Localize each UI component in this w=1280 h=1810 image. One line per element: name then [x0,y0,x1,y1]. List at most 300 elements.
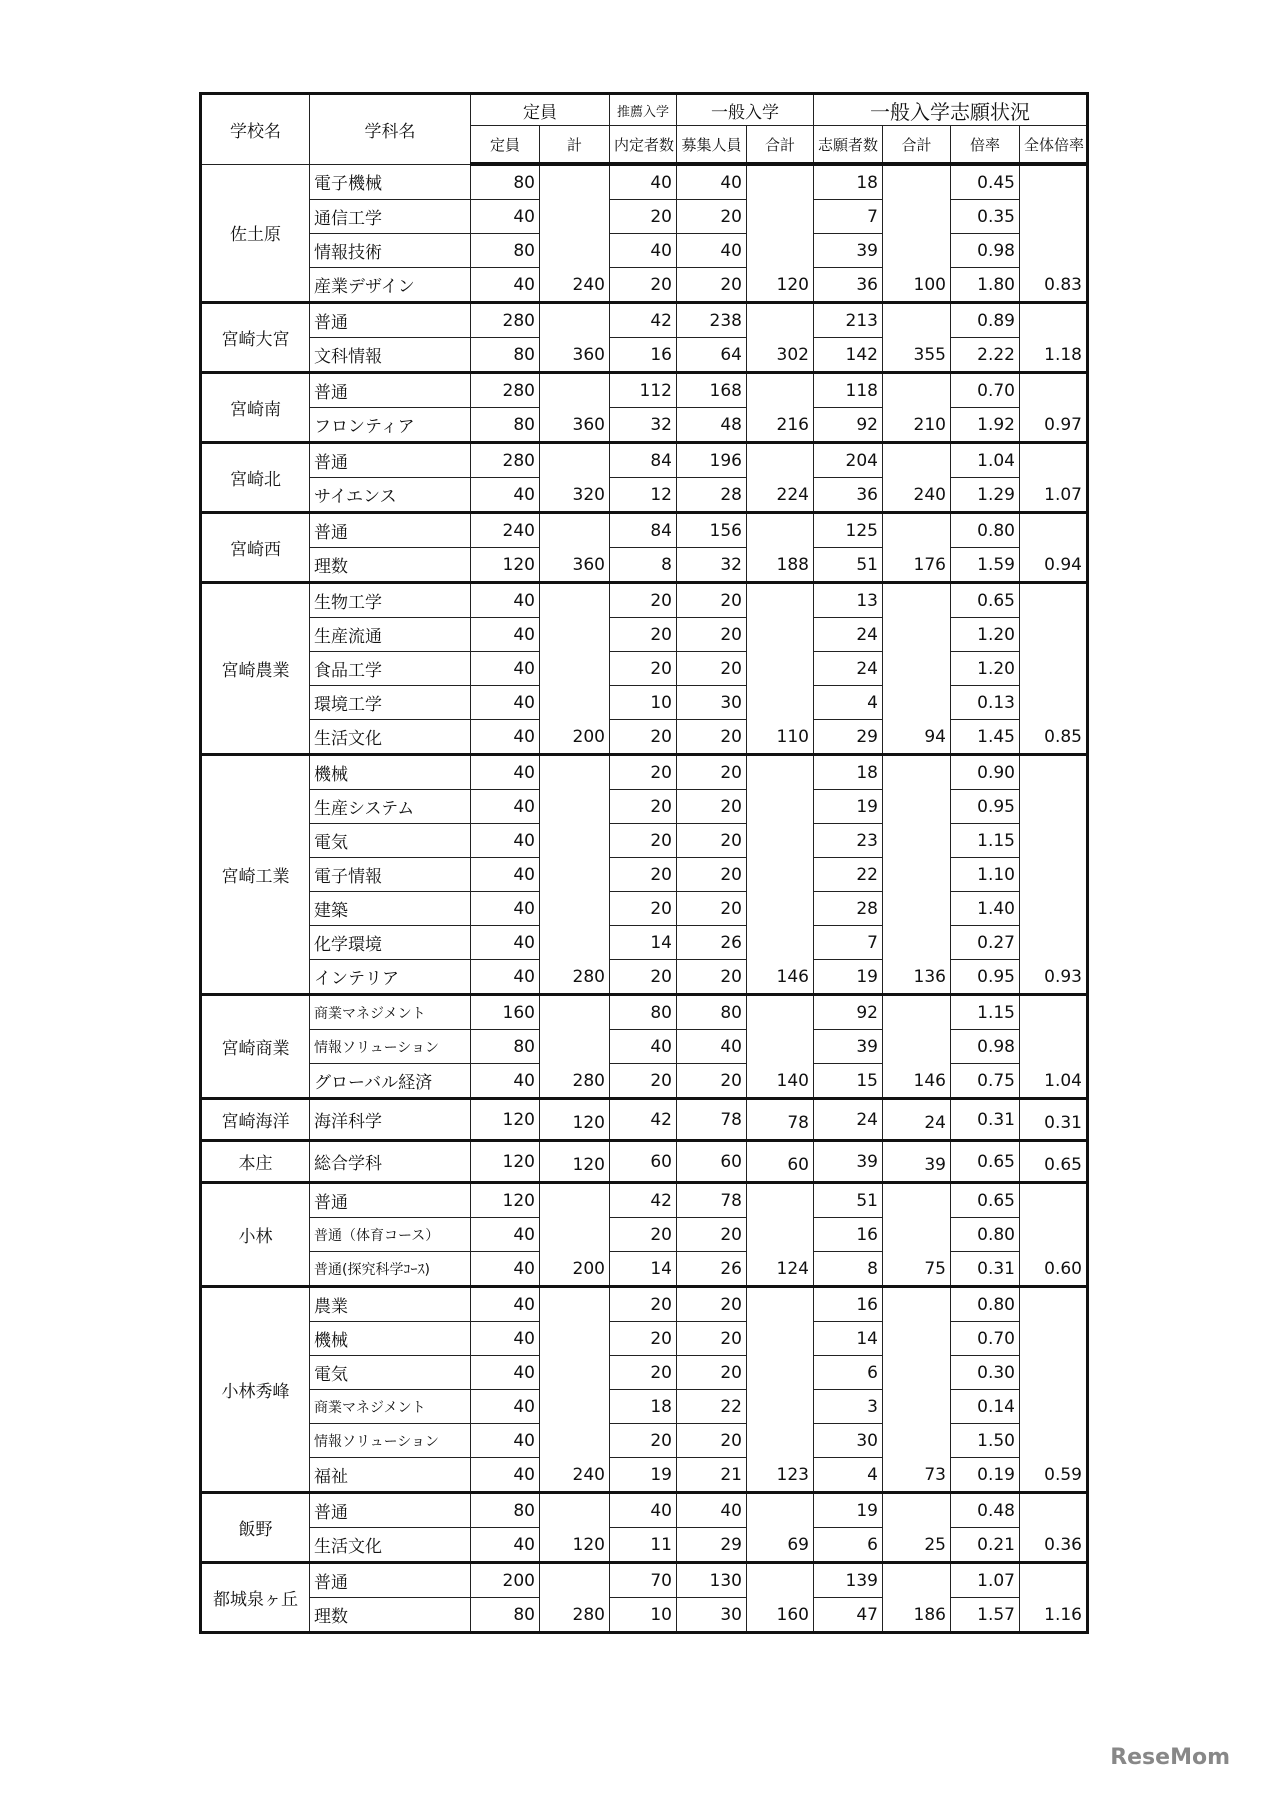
table-row [201,1064,1088,1099]
table-row [201,1598,1088,1633]
applicants-total: 176 [883,513,951,583]
applicants: 92 [814,408,883,443]
general-quota: 20 [677,1424,747,1458]
table-row [201,1183,1088,1218]
ratio: 1.57 [951,1598,1020,1633]
applicants: 6 [814,1356,883,1390]
applicants: 29 [814,720,883,755]
capacity-total: 200 [540,1183,610,1287]
applicants-total: 210 [883,373,951,443]
table-row [201,1493,1088,1528]
general-quota: 29 [677,1528,747,1563]
header-capacity: 定員 [471,94,610,126]
overall-ratio: 0.93 [1020,755,1088,995]
general-total: 160 [747,1563,814,1633]
applicants-total: 146 [883,995,951,1099]
general-quota: 78 [677,1183,747,1218]
table-row [201,200,1088,234]
dept-name: フロンティア [310,408,471,443]
general-quota: 156 [677,513,747,548]
capacity: 40 [471,618,540,652]
general-quota: 20 [677,720,747,755]
capacity: 80 [471,338,540,373]
general-total: 216 [747,373,814,443]
general-quota: 26 [677,926,747,960]
ratio: 0.48 [951,1493,1020,1528]
capacity-total: 120 [540,1141,610,1183]
overall-ratio: 0.65 [1020,1141,1088,1183]
table-row [201,513,1088,548]
ratio: 0.95 [951,790,1020,824]
applicants: 118 [814,373,883,408]
school-name: 宮崎西 [201,513,310,583]
general-quota: 40 [677,1030,747,1064]
recommend-count: 40 [610,234,677,268]
school-name: 小林 [201,1183,310,1287]
capacity: 40 [471,1390,540,1424]
overall-ratio: 1.16 [1020,1563,1088,1633]
dept-name: インテリア [310,960,471,995]
capacity: 120 [471,1141,540,1183]
dept-name: 海洋科学 [310,1099,471,1141]
general-quota: 20 [677,618,747,652]
dept-name: 普通 [310,443,471,478]
table-row [201,755,1088,790]
applicants: 142 [814,338,883,373]
recommend-count: 70 [610,1563,677,1598]
overall-ratio: 0.36 [1020,1493,1088,1563]
ratio: 0.30 [951,1356,1020,1390]
ratio: 0.31 [951,1099,1020,1141]
table-row [201,303,1088,338]
general-quota: 20 [677,1356,747,1390]
general-total: 78 [747,1099,814,1141]
applicants: 8 [814,1252,883,1287]
general-quota: 20 [677,858,747,892]
capacity: 40 [471,1322,540,1356]
ratio: 0.89 [951,303,1020,338]
ratio: 0.65 [951,583,1020,618]
capacity-total: 280 [540,755,610,995]
table-row [201,478,1088,513]
applicants-total: 39 [883,1141,951,1183]
general-quota: 238 [677,303,747,338]
table-row [201,583,1088,618]
school-name: 宮崎農業 [201,583,310,755]
table-row [201,1218,1088,1252]
table-row [201,1528,1088,1563]
general-quota: 20 [677,1218,747,1252]
applicants: 22 [814,858,883,892]
dept-name: 普通 [310,513,471,548]
recommend-count: 20 [610,892,677,926]
general-quota: 60 [677,1141,747,1183]
table-row [201,892,1088,926]
applicants: 24 [814,652,883,686]
capacity: 80 [471,1598,540,1633]
applicants: 19 [814,960,883,995]
capacity: 40 [471,926,540,960]
general-quota: 28 [677,478,747,513]
dept-name: 普通 [310,1183,471,1218]
capacity: 80 [471,164,540,200]
recommend-count: 84 [610,443,677,478]
capacity: 80 [471,408,540,443]
general-total: 224 [747,443,814,513]
ratio: 0.80 [951,1287,1020,1322]
applicants-total: 94 [883,583,951,755]
applicants: 36 [814,478,883,513]
ratio: 0.14 [951,1390,1020,1424]
capacity-total: 360 [540,513,610,583]
table-row [201,1252,1088,1287]
capacity-total: 200 [540,583,610,755]
ratio: 1.50 [951,1424,1020,1458]
ratio: 0.35 [951,200,1020,234]
ratio: 0.13 [951,686,1020,720]
applicants: 30 [814,1424,883,1458]
table-row [201,408,1088,443]
ratio: 1.80 [951,268,1020,303]
applicants: 18 [814,164,883,200]
recommend-count: 16 [610,338,677,373]
capacity: 280 [471,303,540,338]
overall-ratio: 1.04 [1020,995,1088,1099]
recommend-count: 19 [610,1458,677,1493]
ratio: 0.70 [951,1322,1020,1356]
header-applicants: 志願者数 [814,126,883,165]
ratio: 1.15 [951,824,1020,858]
general-quota: 78 [677,1099,747,1141]
ratio: 1.15 [951,995,1020,1030]
capacity: 200 [471,1563,540,1598]
dept-name: 電気 [310,824,471,858]
general-total: 188 [747,513,814,583]
overall-ratio: 1.07 [1020,443,1088,513]
ratio: 2.22 [951,338,1020,373]
recommend-count: 20 [610,618,677,652]
header-school: 学校名 [201,94,310,165]
ratio: 0.80 [951,513,1020,548]
header-general-total: 合計 [747,126,814,165]
recommend-count: 20 [610,1356,677,1390]
general-quota: 130 [677,1563,747,1598]
applicants: 204 [814,443,883,478]
applicants: 16 [814,1287,883,1322]
dept-name: 理数 [310,548,471,583]
applicants: 4 [814,686,883,720]
dept-name: 理数 [310,1598,471,1633]
applicants: 24 [814,618,883,652]
capacity-total: 320 [540,443,610,513]
table-row [201,1287,1088,1322]
school-name: 宮崎南 [201,373,310,443]
general-quota: 32 [677,548,747,583]
header-general: 一般入学 [677,94,814,126]
recommend-count: 20 [610,720,677,755]
recommend-count: 40 [610,164,677,200]
recommend-count: 20 [610,1064,677,1099]
capacity: 40 [471,824,540,858]
overall-ratio: 0.97 [1020,373,1088,443]
ratio: 1.10 [951,858,1020,892]
ratio: 0.98 [951,234,1020,268]
capacity: 80 [471,1030,540,1064]
general-quota: 20 [677,1064,747,1099]
recommend-count: 20 [610,790,677,824]
capacity: 40 [471,1356,540,1390]
general-quota: 20 [677,755,747,790]
applicants: 16 [814,1218,883,1252]
ratio: 0.27 [951,926,1020,960]
general-quota: 20 [677,268,747,303]
dept-name: 農業 [310,1287,471,1322]
dept-name: 電子機械 [310,164,471,200]
capacity-total: 240 [540,164,610,303]
general-quota: 20 [677,960,747,995]
general-total: 140 [747,995,814,1099]
ratio: 1.20 [951,652,1020,686]
header-applications: 一般入学志願状況 [814,94,1088,126]
general-quota: 20 [677,200,747,234]
school-name: 宮崎海洋 [201,1099,310,1141]
applicants: 14 [814,1322,883,1356]
general-total: 123 [747,1287,814,1493]
general-quota: 30 [677,686,747,720]
ratio: 0.80 [951,1218,1020,1252]
capacity: 160 [471,995,540,1030]
capacity: 40 [471,200,540,234]
ratio: 1.29 [951,478,1020,513]
header-recommend: 推薦入学 [610,94,677,126]
ratio: 1.45 [951,720,1020,755]
capacity: 240 [471,513,540,548]
table-row [201,858,1088,892]
table-row [201,618,1088,652]
header-recommend-sub: 内定者数 [610,126,677,165]
recommend-count: 20 [610,1322,677,1356]
capacity: 40 [471,686,540,720]
dept-name: 生産システム [310,790,471,824]
ratio: 1.04 [951,443,1020,478]
capacity-total: 240 [540,1287,610,1493]
dept-name: 電子情報 [310,858,471,892]
capacity-total: 280 [540,995,610,1099]
school-name: 佐土原 [201,164,310,303]
table-row [201,338,1088,373]
applicants: 125 [814,513,883,548]
dept-name: 普通 [310,373,471,408]
recommend-count: 20 [610,824,677,858]
recommend-count: 42 [610,1183,677,1218]
table-row [201,164,1088,200]
capacity: 40 [471,583,540,618]
dept-name: 普通 [310,1493,471,1528]
capacity: 40 [471,858,540,892]
applicants: 47 [814,1598,883,1633]
general-quota: 22 [677,1390,747,1424]
overall-ratio: 0.60 [1020,1183,1088,1287]
general-quota: 48 [677,408,747,443]
ratio: 0.31 [951,1252,1020,1287]
capacity: 40 [471,1252,540,1287]
header-app-total: 合計 [883,126,951,165]
applicants: 39 [814,234,883,268]
applicants: 13 [814,583,883,618]
capacity: 80 [471,1493,540,1528]
recommend-count: 11 [610,1528,677,1563]
general-total: 60 [747,1141,814,1183]
recommend-count: 20 [610,1287,677,1322]
dept-name: 電気 [310,1356,471,1390]
dept-name: 文科情報 [310,338,471,373]
dept-name: 商業マネジメント [310,995,471,1030]
recommend-count: 18 [610,1390,677,1424]
ratio: 1.59 [951,548,1020,583]
applicants-total: 355 [883,303,951,373]
table-row [201,373,1088,408]
capacity: 40 [471,478,540,513]
header-ratio: 倍率 [951,126,1020,165]
capacity: 40 [471,755,540,790]
applicants-total: 73 [883,1287,951,1493]
dept-name: 普通 [310,1563,471,1598]
recommend-count: 112 [610,373,677,408]
recommend-count: 42 [610,1099,677,1141]
recommend-count: 10 [610,686,677,720]
applicants-total: 25 [883,1493,951,1563]
capacity: 80 [471,234,540,268]
recommend-count: 20 [610,755,677,790]
capacity: 40 [471,652,540,686]
applicants: 39 [814,1030,883,1064]
table-row [201,268,1088,303]
table-row [201,926,1088,960]
general-quota: 21 [677,1458,747,1493]
recommend-count: 40 [610,1030,677,1064]
header-capacity-sub: 定員 [471,126,540,165]
capacity: 40 [471,1528,540,1563]
applicants: 51 [814,548,883,583]
applicants-total: 240 [883,443,951,513]
ratio: 0.70 [951,373,1020,408]
applicants: 19 [814,790,883,824]
school-name: 都城泉ヶ丘 [201,1563,310,1633]
applicants: 39 [814,1141,883,1183]
dept-name: 産業デザイン [310,268,471,303]
school-name: 宮崎大宮 [201,303,310,373]
applicants: 92 [814,995,883,1030]
general-quota: 196 [677,443,747,478]
applicants: 23 [814,824,883,858]
recommend-count: 12 [610,478,677,513]
ratio: 1.07 [951,1563,1020,1598]
applicants: 7 [814,926,883,960]
general-quota: 64 [677,338,747,373]
table-row [201,1390,1088,1424]
capacity: 280 [471,443,540,478]
capacity: 40 [471,790,540,824]
capacity: 40 [471,720,540,755]
admission-table [199,92,1089,1634]
capacity: 40 [471,892,540,926]
applicants: 28 [814,892,883,926]
table-row [201,1563,1088,1598]
general-total: 124 [747,1183,814,1287]
general-quota: 20 [677,1322,747,1356]
school-name: 本庄 [201,1141,310,1183]
general-quota: 168 [677,373,747,408]
table-row [201,443,1088,478]
dept-name: 情報技術 [310,234,471,268]
general-total: 69 [747,1493,814,1563]
dept-name: 普通（体育コース） [310,1218,471,1252]
capacity-total: 280 [540,1563,610,1633]
recommend-count: 20 [610,960,677,995]
overall-ratio: 0.85 [1020,583,1088,755]
recommend-count: 42 [610,303,677,338]
recommend-count: 20 [610,1218,677,1252]
ratio: 1.20 [951,618,1020,652]
dept-name: 建築 [310,892,471,926]
header-general-sub: 募集人員 [677,126,747,165]
dept-name: 商業マネジメント [310,1390,471,1424]
table-row [201,995,1088,1030]
dept-name: 福祉 [310,1458,471,1493]
school-name: 宮崎工業 [201,755,310,995]
recommend-count: 20 [610,200,677,234]
table-row [201,1322,1088,1356]
capacity: 40 [471,1218,540,1252]
applicants: 7 [814,200,883,234]
dept-name: 生物工学 [310,583,471,618]
general-quota: 20 [677,652,747,686]
ratio: 1.92 [951,408,1020,443]
dept-name: 情報ソリューション [310,1030,471,1064]
table-row [201,720,1088,755]
capacity: 120 [471,1099,540,1141]
applicants: 15 [814,1064,883,1099]
recommend-count: 32 [610,408,677,443]
general-total: 146 [747,755,814,995]
dept-name: 食品工学 [310,652,471,686]
ratio: 0.98 [951,1030,1020,1064]
watermark-logo: ReseMom [1110,1745,1230,1770]
dept-name: グローバル経済 [310,1064,471,1099]
capacity: 120 [471,548,540,583]
general-quota: 20 [677,824,747,858]
general-quota: 80 [677,995,747,1030]
dept-name: サイエンス [310,478,471,513]
recommend-count: 20 [610,858,677,892]
general-quota: 30 [677,1598,747,1633]
capacity: 40 [471,1287,540,1322]
recommend-count: 14 [610,926,677,960]
capacity: 280 [471,373,540,408]
recommend-count: 20 [610,583,677,618]
recommend-count: 8 [610,548,677,583]
applicants: 4 [814,1458,883,1493]
recommend-count: 10 [610,1598,677,1633]
table-row [201,824,1088,858]
general-quota: 26 [677,1252,747,1287]
dept-name: 総合学科 [310,1141,471,1183]
recommend-count: 60 [610,1141,677,1183]
applicants: 3 [814,1390,883,1424]
applicants-total: 186 [883,1563,951,1633]
applicants: 213 [814,303,883,338]
ratio: 0.19 [951,1458,1020,1493]
